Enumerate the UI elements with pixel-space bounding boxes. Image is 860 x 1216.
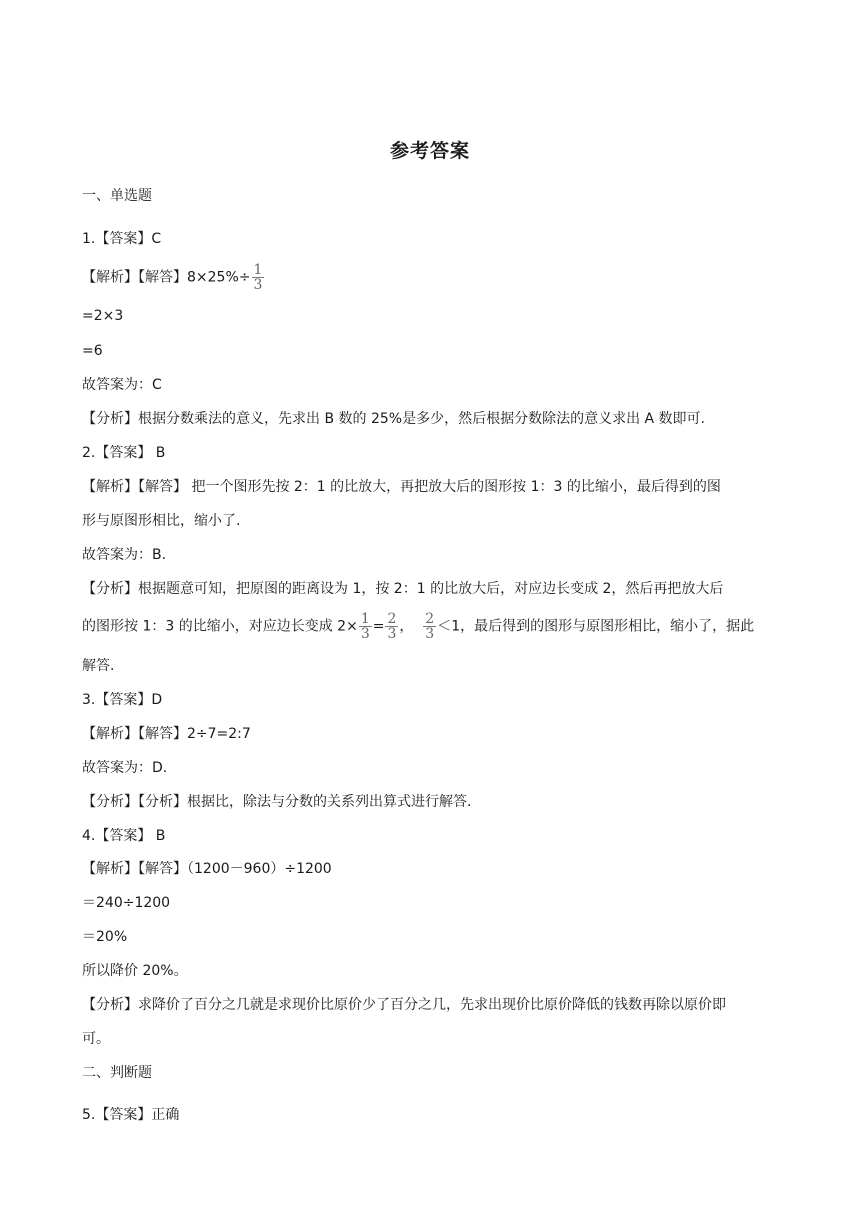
q1-analysis-text: 【解析】【解答】8×25%÷ — [82, 269, 251, 286]
q3-note: 【分析】【分析】根据比，除法与分数的关系列出算式进行解答. — [82, 794, 472, 810]
q1-fraction-denominator: 3 — [253, 277, 263, 293]
q2-fraction-2 — [385, 612, 398, 641]
q5-answer: 5.【答案】正确 — [82, 1107, 180, 1123]
q1-step-1: =2×3 — [82, 308, 124, 324]
q2-analysis-line-1: 【解析】【解答】 把一个图形先按 2：1 的比放大，再把放大后的图形按 1：3 的比缩小，最后得到的图 — [82, 479, 721, 495]
q1-note: 【分析】根据分数乘法的意义，先求出 B 数的 25%是多少，然后根据分数除法的意义求出 A 数即可. — [82, 411, 705, 427]
section-heading-single-choice: 一、单选题 — [82, 188, 152, 204]
q3-analysis: 【解析】【解答】2÷7=2:7 — [82, 726, 251, 742]
q3-answer: 3.【答案】D — [82, 692, 163, 708]
q3-conclusion: 故答案为：D. — [82, 760, 168, 776]
q2-fraction-3-numerator: 2 — [425, 611, 435, 627]
q4-conclusion: 所以降价 20%。 — [82, 963, 188, 979]
q4-analysis: 【解析】【解答】（1200－960）÷1200 — [82, 861, 332, 877]
q4-step-1: ＝240÷1200 — [82, 895, 171, 911]
q2-note-line-1: 【分析】根据题意可知，把原图的距离设为 1，按 2：1 的比放大后，对应边长变成 2，然后再把放大后 — [82, 581, 724, 597]
q2-fraction-2-denominator: 3 — [387, 626, 397, 642]
q4-note-line-1: 【分析】求降价了百分之几就是求现价比原价少了百分之几，先求出现价比原价降低的钱数再除以原价即 — [82, 997, 726, 1013]
q1-answer: 1.【答案】C — [82, 231, 162, 247]
q4-step-2: ＝20% — [82, 929, 128, 945]
q1-analysis — [82, 263, 782, 292]
q2-analysis-line-2: 形与原图形相比，缩小了. — [82, 513, 241, 529]
q2-note-line-2-prefix: 的图形按 1：3 的比缩小，对应边长变成 2× — [82, 618, 358, 635]
q2-note-line-3: 解答. — [82, 658, 115, 674]
q1-fraction — [252, 263, 265, 292]
q2-fraction-3-denominator: 3 — [425, 626, 435, 642]
q2-equals-sign: = — [372, 618, 385, 635]
q2-fraction-2-numerator: 2 — [387, 611, 397, 627]
q1-fraction-numerator: 1 — [253, 262, 263, 278]
q4-answer: 4.【答案】 B — [82, 828, 166, 844]
q2-note-line-2-suffix: ＜1，最后得到的图形与原图形相比，缩小了，据此 — [437, 618, 755, 635]
q4-note-line-2: 可。 — [82, 1031, 110, 1047]
q2-note-line-2 — [82, 612, 782, 641]
q1-conclusion: 故答案为：C — [82, 377, 162, 393]
q2-fraction-1-numerator: 1 — [360, 611, 370, 627]
q2-fraction-3 — [423, 612, 436, 641]
q1-step-2: =6 — [82, 343, 103, 359]
q2-answer: 2.【答案】 B — [82, 445, 166, 461]
q2-comma: ， — [399, 618, 414, 635]
page-title: 参考答案 — [389, 140, 470, 162]
q2-conclusion: 故答案为：B. — [82, 547, 167, 563]
q2-fraction-1 — [359, 612, 372, 641]
section-heading-true-false: 二、判断题 — [82, 1065, 152, 1081]
q2-fraction-1-denominator: 3 — [360, 626, 370, 642]
